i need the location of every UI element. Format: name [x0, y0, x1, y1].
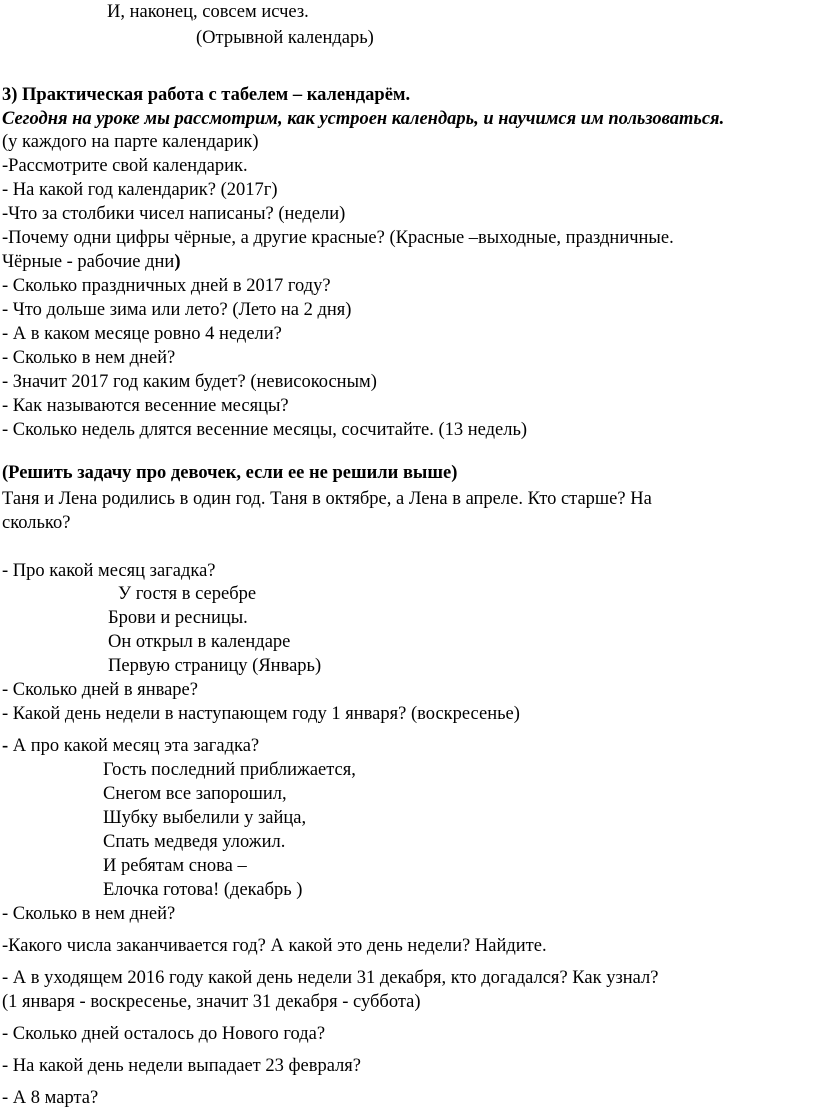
text-line: -Почему одни цифры чёрные, а другие красные? (Красные –выходные, праздничные. — [2, 228, 674, 248]
riddle-question — [2, 735, 259, 757]
riddle-question: - Про какой месяц загадка? — [2, 561, 216, 581]
text-line: (у каждого на парте календарик) — [2, 132, 259, 152]
text-line: - На какой день недели выпадает 23 февраля? — [2, 1056, 362, 1076]
text-line-content: Чёрные - рабочие дни — [2, 252, 175, 272]
text-line: - Значит 2017 год каким будет? (невисокосным) — [2, 372, 377, 392]
text-line: -Рассмотрите свой календарик. — [2, 156, 248, 176]
closing-paren: ) — [174, 252, 181, 272]
riddle-poem-line: И ребятам снова – — [103, 856, 247, 876]
text-line: - А в каком месяце ровно 4 недели? — [2, 324, 282, 344]
riddle-question-text: А про какой месяц эта загадка? — [8, 736, 260, 756]
riddle-poem-line: Гость последний приближается, — [103, 760, 356, 780]
riddle-question-dash: - — [2, 736, 9, 756]
riddle-poem-line: Он открыл в календаре — [108, 632, 291, 652]
text-line: - На какой год календарик? (2017г) — [2, 180, 278, 200]
section-heading: 3) Практическая работа с табелем – календарём. — [2, 85, 411, 105]
text-line: - Сколько в нем дней? — [2, 904, 176, 924]
text-line: - Сколько дней в январе? — [2, 680, 198, 700]
riddle-poem-line: Первую страницу (Январь) — [108, 656, 322, 676]
riddle-poem-line: У гостя в серебре — [118, 584, 257, 604]
text-line — [2, 251, 181, 273]
text-line: - А в уходящем 2016 году какой день недели 31 декабря, кто догадался? Как узнал? — [2, 968, 659, 988]
riddle-poem-line: Спать медведя уложил. — [103, 832, 286, 852]
task-heading: (Решить задачу про девочек, если ее не решили выше) — [2, 463, 458, 483]
text-line: - Сколько праздничных дней в 2017 году? — [2, 276, 331, 296]
riddle-poem-line: Елочка готова! (декабрь ) — [103, 880, 303, 900]
task-text: Таня и Лена родились в один год. Таня в октябре, а Лена в апреле. Кто старше? На — [2, 489, 652, 509]
text-line: -Что за столбики чисел написаны? (недели) — [2, 204, 346, 224]
riddle-poem-line: Брови и ресницы. — [108, 608, 248, 628]
riddle-poem-line: Снегом все запорошил, — [103, 784, 287, 804]
text-line: - Сколько дней осталось до Нового года? — [2, 1024, 326, 1044]
text-line: -Какого числа заканчивается год? А какой это день недели? Найдите. — [2, 936, 547, 956]
text-line: - Что дольше зима или лето? (Лето на 2 дня) — [2, 300, 352, 320]
text-line: (1 января - воскресенье, значит 31 декабря - суббота) — [2, 992, 421, 1012]
poem-caption: (Отрывной календарь) — [196, 28, 374, 48]
text-line: - Какой день недели в наступающем году 1 января? (воскресенье) — [2, 704, 520, 724]
text-line: - А 8 марта? — [2, 1088, 99, 1108]
poem-last-line: И, наконец, совсем исчез. — [107, 2, 309, 22]
lesson-goal: Сегодня на уроке мы рассмотрим, как устроен календарь, и научимся им пользоваться. — [2, 109, 725, 129]
text-line: - Как называются весенние месяцы? — [2, 396, 289, 416]
riddle-poem-line: Шубку выбелили у зайца, — [103, 808, 307, 828]
task-text: сколько? — [2, 513, 71, 533]
text-line: - Сколько недель длятся весенние месяцы, сосчитайте. (13 недель) — [2, 420, 528, 440]
text-line: - Сколько в нем дней? — [2, 348, 176, 368]
